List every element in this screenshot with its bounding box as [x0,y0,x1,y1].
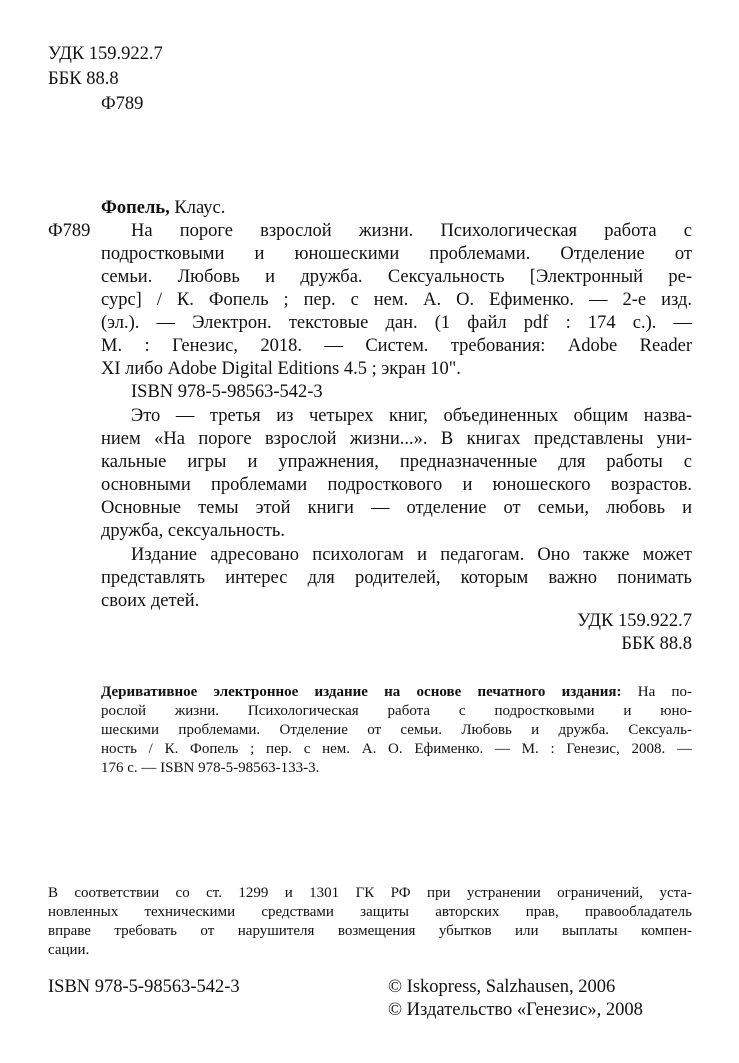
copyright-iskopress: © Iskopress, Salzhausen, 2006 [388,977,616,997]
annotation-line: основными проблемами подросткового и юношеского возрастов. [101,475,692,495]
derivative-line [101,684,692,701]
udk-code-bottom: УДК 159.922.7 [577,611,692,631]
annotation-line: Издание адресовано психологам и педагогам. Оно также может [131,545,692,565]
annotation-line: Основные темы этой книги — отделение от семьи, любовь и [101,498,692,518]
bbk-code-top: ББК 88.8 [48,69,119,89]
annotation-line: кальные игры и упражнения, предназначенные для работы с [101,452,692,472]
bbk-code-bottom: ББК 88.8 [621,634,692,654]
derivative-line: ность / К. Фопель ; пер. с нем. А. О. Ефименко. — М. : Генезис, 2008. — [101,741,692,757]
author-mark: Ф789 [48,221,91,241]
annotation-line: представлять интерес для родителей, которым важно понимать [101,568,692,588]
legal-line: сации. [48,942,90,958]
author-line [101,198,225,219]
annotation-line: Это — третья из четырех книг, объединенных общим назва- [131,406,692,426]
footer-isbn: ISBN 978-5-98563-542-3 [48,977,240,997]
derivative-line: рослой жизни. Психологическая работа с подростковыми и юно- [101,703,692,719]
record-desc-line: М. : Генезис, 2018. — Систем. требования: Adobe Reader [101,336,692,356]
record-desc-line: На пороге взрослой жизни. Психологическая работа с [131,221,692,241]
derivative-line: шескими проблемами. Отделение от семьи. Любовь и дружба. Сексуаль- [101,722,692,738]
derivative-first-rest: На по- [621,684,692,700]
udk-code-top: УДК 159.922.7 [48,44,163,64]
record-isbn: ISBN 978-5-98563-542-3 [131,382,323,402]
annotation-line: нием «На пороге взрослой жизни...». В книгах представлены уни- [101,429,692,449]
record-desc-line: семьи. Любовь и дружба. Сексуальность [Электронный ре- [101,267,692,287]
copyright-genezis: © Издательство «Генезис», 2008 [388,1000,643,1020]
legal-line: вправе требовать от нарушителя возмещения убытков или выплаты компен- [48,923,692,939]
record-desc-line: подростковыми и юношескими проблемами. Отделение от [101,244,692,264]
author-surname: Фопель, [101,198,170,218]
annotation-line: своих детей. [101,591,200,611]
derivative-lead: Деривативное электронное издание на основе печатного издания: [101,684,622,700]
record-desc-line: (эл.). — Электрон. текстовые дан. (1 файл pdf : 174 с.). — [101,313,692,333]
legal-line: В соответствии со ст. 1299 и 1301 ГК РФ при устранении ограничений, уста- [48,885,692,901]
record-desc-line: сурс] / К. Фопель ; пер. с нем. А. О. Ефименко. — 2-е изд. [101,290,692,310]
annotation-line: дружба, сексуальность. [101,521,285,541]
author-mark-top: Ф789 [101,94,144,114]
author-given-name: Клаус. [169,198,226,218]
derivative-line: 176 с. — ISBN 978-5-98563-133-3. [101,760,320,776]
record-desc-line: XI либо Adobe Digital Editions 4.5 ; экран 10". [101,359,461,379]
legal-line: новленных техническими средствами защиты авторских прав, правообладатель [48,904,692,920]
